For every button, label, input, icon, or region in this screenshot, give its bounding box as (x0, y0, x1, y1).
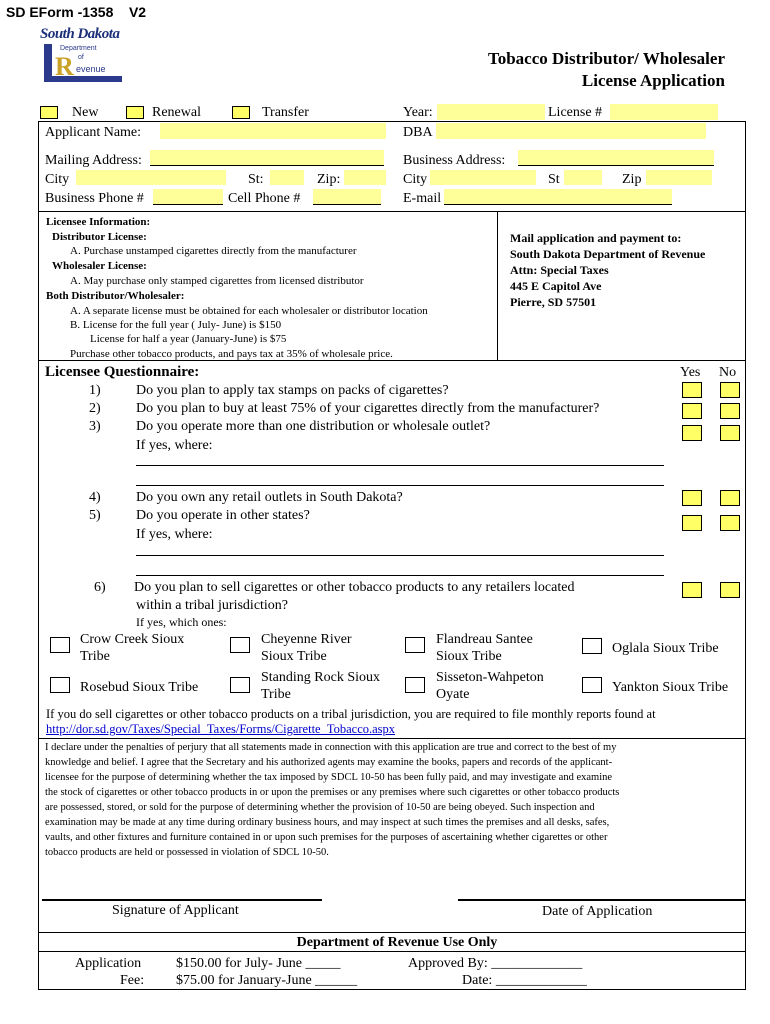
applicant-name-field[interactable] (160, 123, 386, 139)
business-city-field[interactable] (430, 170, 536, 185)
sd-revenue-logo: South Dakota Department of R evenue (38, 26, 130, 88)
email-field[interactable] (444, 189, 672, 204)
q4-number: 4) (89, 490, 101, 505)
q2-number: 2) (89, 401, 101, 416)
distributor-license-heading: Distributor License: (52, 231, 147, 243)
mailing-address-field[interactable] (150, 150, 384, 165)
email-label: E-mail (403, 191, 442, 206)
fee-label: Fee: (120, 973, 145, 988)
q1-no-checkbox[interactable] (720, 382, 740, 398)
mailing-address-label: Mailing Address: (45, 153, 142, 168)
business-state-field[interactable] (564, 170, 602, 185)
q1-yes-checkbox[interactable] (682, 382, 702, 398)
signature-label: Signature of Applicant (112, 903, 239, 918)
tribal-forms-link[interactable]: http://dor.sd.gov/Taxes/Special_Taxes/Forms/Cigarette_Tobacco.aspx (46, 722, 396, 736)
form-id: SD EForm -1358 V2 (6, 4, 147, 20)
standing-rock-label: Standing Rock Sioux Tribe (261, 670, 381, 702)
q2-yes-checkbox[interactable] (682, 403, 702, 419)
approved-by-field: Approved By: _____________ (408, 956, 583, 971)
tribal-reporting-note: If you do sell cigarettes or other tobacco products on a tribal jurisdiction, you are required to file monthly reports found at http://dor.sd.gov/Taxes/Special_Taxes/Forms/Cigarette_Tobacco.aspx (46, 707, 656, 736)
q3-yes-checkbox[interactable] (682, 425, 702, 441)
q4-text: Do you own any retail outlets in South Dakota? (136, 490, 403, 505)
q4-yes-checkbox[interactable] (682, 490, 702, 506)
q6-yes-checkbox[interactable] (682, 582, 702, 598)
q4-no-checkbox[interactable] (720, 490, 740, 506)
yes-column-label: Yes (680, 365, 701, 380)
both-license-heading: Both Distributor/Wholesaler: (46, 290, 185, 302)
q5-where-label: If yes, where: (136, 527, 213, 542)
q1-number: 1) (89, 383, 101, 398)
cell-phone-field[interactable] (313, 189, 381, 204)
yankton-sioux-label: Yankton Sioux Tribe (612, 680, 729, 695)
business-phone-field[interactable] (153, 189, 223, 204)
application-fee-label: Application (75, 956, 142, 971)
q6-which-label: If yes, which ones: (136, 615, 227, 629)
business-state-label: St (548, 172, 560, 187)
transfer-checkbox[interactable] (232, 106, 250, 119)
transfer-label: Transfer (262, 105, 309, 120)
signature-line[interactable] (42, 899, 322, 901)
fee-half-year: $75.00 for January-June ______ (176, 973, 358, 988)
dba-label: DBA (403, 125, 433, 140)
sisseton-wahpeton-label: Sisseton-Wahpeton Oyate (436, 670, 544, 702)
both-item-b: B. License for the full year ( July- June) is $150 (70, 319, 282, 331)
logo-script: South Dakota (40, 26, 120, 42)
rosebud-sioux-label: Rosebud Sioux Tribe (80, 680, 199, 695)
rosebud-sioux-checkbox[interactable] (50, 677, 70, 693)
applicant-name-label: Applicant Name: (45, 125, 142, 140)
dba-field[interactable] (436, 123, 706, 139)
zip-field[interactable] (344, 170, 386, 185)
business-zip-label: Zip (622, 172, 642, 187)
q6-text-line-1: Do you plan to sell cigarettes or other tobacco products to any retailers located (134, 580, 575, 595)
both-item-b-half-year: License for half a year (January-June) is $75 (90, 333, 287, 345)
renewal-label: Renewal (152, 105, 201, 120)
state-label: St: (248, 172, 264, 187)
q5-number: 5) (89, 508, 101, 523)
q3-where-line-1[interactable] (136, 465, 664, 466)
new-checkbox[interactable] (40, 106, 58, 119)
q5-yes-checkbox[interactable] (682, 515, 702, 531)
fee-full-year: $150.00 for July- June _____ (176, 956, 341, 971)
city-label: City (45, 172, 70, 187)
license-label: License # (548, 105, 603, 120)
flandreau-santee-checkbox[interactable] (405, 637, 425, 653)
year-label: Year: (403, 105, 433, 120)
q6-text-line-2: within a tribal jurisdiction? (136, 598, 289, 613)
q6-no-checkbox[interactable] (720, 582, 740, 598)
q2-text: Do you plan to buy at least 75% of your cigarettes directly from the manufacturer? (136, 401, 600, 416)
renewal-checkbox[interactable] (126, 106, 144, 119)
date-line[interactable] (458, 899, 746, 901)
q5-where-line-1[interactable] (136, 555, 664, 556)
q3-no-checkbox[interactable] (720, 425, 740, 441)
declaration-text: I declare under the penalties of perjury that all statements made in connection with this application are true and correct to the best of my knowledge and belief. I agree that the Secretary and his authorized agents may examine the books, papers and records of the applicant- licensee for the purpose of determining whether the tax imposed by SDCL 10-50 has been fully paid, and may investigate and examine the stock of cigarettes or other tobacco products in or upon the premises or any premises where such cigarettes or other tobacco products are possessed, stored, or sold for the purpose of determining whether the provision of 10-50 are being obeyed. Such inspection and examination may be made at any time during ordinary business hours, and may inspect at such times the premises and all desks, safes, vaults, and other fixtures and furniture contained in or upon such premises for the purposes of ascertaining whether cigarettes or other tobacco products are held or possessed in violation of SDCL 10-50. (45, 742, 620, 858)
q6-number: 6) (94, 580, 106, 595)
yankton-sioux-checkbox[interactable] (582, 677, 602, 693)
zip-label: Zip: (317, 172, 341, 187)
other-tobacco-note: Purchase other tobacco products, and pays tax at 35% of wholesale price. (70, 348, 393, 360)
wholesaler-license-heading: Wholesaler License: (52, 260, 147, 272)
wholesaler-item-a: A. May purchase only stamped cigarettes from licensed distributor (70, 275, 364, 287)
q3-text: Do you operate more than one distribution or wholesale outlet? (136, 419, 491, 434)
q3-where-label: If yes, where: (136, 438, 213, 453)
flandreau-santee-label: Flandreau Santee Sioux Tribe (436, 632, 533, 664)
business-phone-label: Business Phone # (45, 191, 144, 206)
oglala-sioux-label: Oglala Sioux Tribe (612, 641, 719, 656)
business-zip-field[interactable] (646, 170, 712, 185)
cheyenne-river-checkbox[interactable] (230, 637, 250, 653)
q5-text: Do you operate in other states? (136, 508, 310, 523)
state-field[interactable] (270, 170, 304, 185)
new-label: New (72, 105, 99, 120)
distributor-item-a: A. Purchase unstamped cigarettes directly from the manufacturer (70, 245, 357, 257)
licensee-info-heading: Licensee Information: (46, 216, 151, 228)
q2-no-checkbox[interactable] (720, 403, 740, 419)
department-use-heading: Department of Revenue Use Only (296, 935, 498, 950)
sisseton-wahpeton-checkbox[interactable] (405, 677, 425, 693)
both-item-a: A. A separate license must be obtained for each wholesaler or distributor location (70, 305, 428, 317)
mail-to-address: Mail application and payment to: South Dakota Department of Revenue Attn: Special Taxes 445 E Capitol Ave Pierre, SD 57501 (510, 231, 706, 309)
business-address-label: Business Address: (403, 153, 506, 168)
date-label: Date of Application (542, 904, 653, 919)
crow-creek-checkbox[interactable] (50, 637, 70, 653)
business-address-field[interactable] (518, 150, 714, 165)
q1-text: Do you plan to apply tax stamps on packs of cigarettes? (136, 383, 449, 398)
cell-phone-label: Cell Phone # (228, 191, 301, 206)
q3-where-line-2[interactable] (136, 485, 664, 486)
oglala-sioux-checkbox[interactable] (582, 638, 602, 654)
page-title: Tobacco Distributor/ Wholesaler License Application (487, 49, 725, 90)
no-column-label: No (719, 365, 737, 380)
city-field[interactable] (76, 170, 226, 185)
year-field[interactable] (437, 104, 545, 120)
business-city-label: City (403, 172, 428, 187)
standing-rock-checkbox[interactable] (230, 677, 250, 693)
approval-date-field: Date: _____________ (462, 973, 587, 988)
crow-creek-label: Crow Creek Sioux Tribe (80, 632, 185, 664)
cheyenne-river-label: Cheyenne River Sioux Tribe (261, 632, 352, 664)
q3-number: 3) (89, 419, 101, 434)
license-field[interactable] (610, 104, 718, 120)
questionnaire-heading: Licensee Questionnaire: (45, 364, 200, 380)
q5-no-checkbox[interactable] (720, 515, 740, 531)
q5-where-line-2[interactable] (136, 575, 664, 576)
